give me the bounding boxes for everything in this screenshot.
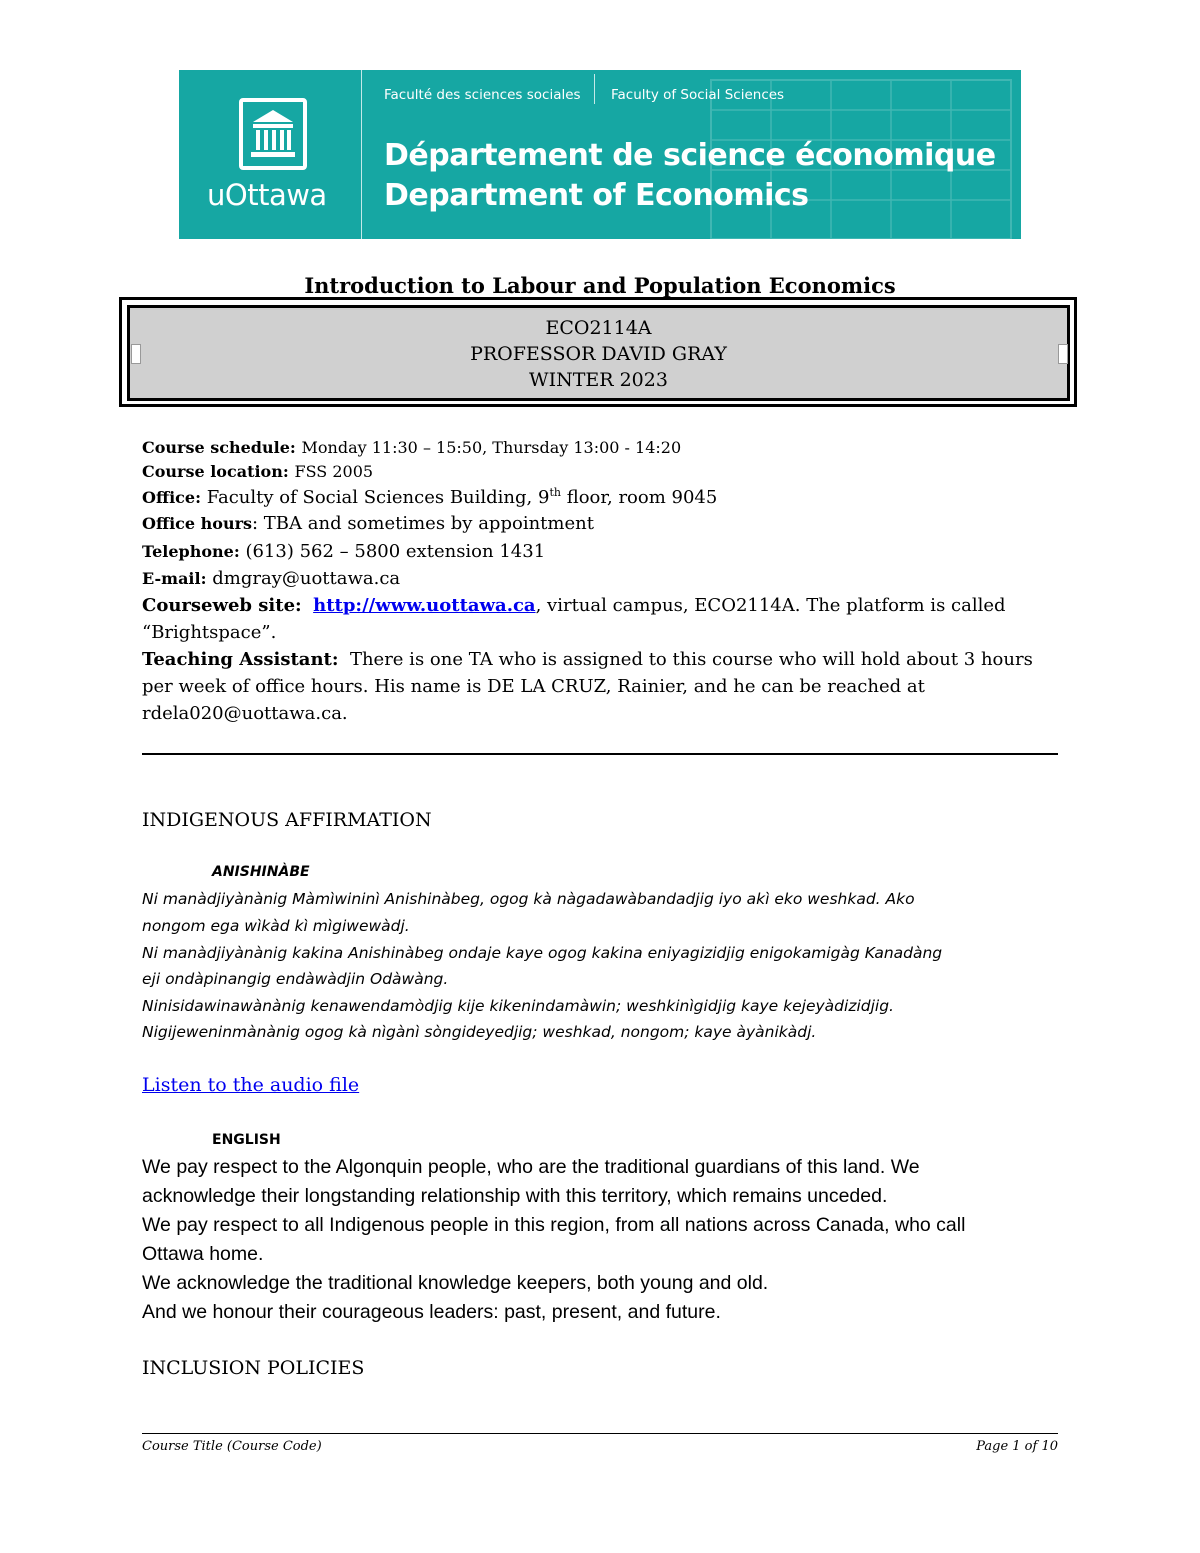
section-divider (142, 753, 1058, 755)
office-sup: th (549, 486, 561, 499)
ta-line-1 (142, 649, 1033, 670)
anishinabe-line: eji ondàpinangig endàwàdjin Odàwàng. (142, 970, 449, 988)
anishinabe-line: Ninisidawinawànànig kenawendamòdjig kije kikenindamàwin; weshkinìgidjig kaye kejeyàdizidjig. (142, 997, 894, 1015)
faculty-divider (594, 74, 595, 104)
office-value: Faculty of Social Sciences Building, 9 (206, 487, 550, 508)
english-line: And we honour their courageous leaders: past, present, and future. (142, 1301, 721, 1323)
schedule-line (142, 437, 681, 458)
anishinabe-line: Ni manàdjiyànànig kakina Anishinàbeg ondaje kaye ogog kakina eniyagizidjig enigokamigàg Kanadàng (142, 944, 943, 962)
uottawa-logo-text: uOttawa (207, 178, 327, 212)
courseweb-line (142, 595, 1006, 616)
ta-line-2: per week of office hours. His name is DE LA CRUZ, Rainier, and he can be reached at (142, 676, 925, 697)
inclusion-policies-heading: INCLUSION POLICIES (142, 1357, 365, 1379)
uottawa-building-icon (239, 98, 307, 170)
department-name-en: Department of Economics (384, 178, 809, 213)
footer-course-title: Course Title (Course Code) (142, 1439, 322, 1454)
ta-text-1: There is one TA who is assigned to this course who will hold about 3 hours (349, 649, 1033, 670)
schedule-label: Course schedule: (142, 438, 296, 457)
office-label: Office: (142, 488, 201, 507)
professor-name: PROFESSOR DAVID GRAY (470, 343, 727, 365)
department-banner (179, 70, 1021, 239)
term: WINTER 2023 (529, 369, 668, 391)
course-code: ECO2114A (545, 317, 652, 339)
office-hours-value: : TBA and sometimes by appointment (252, 513, 594, 534)
email-value: dmgray@uottawa.ca (212, 568, 401, 589)
footer-divider (142, 1433, 1058, 1434)
telephone-value: (613) 562 – 5800 extension 1431 (245, 541, 546, 562)
courseweb-link[interactable]: http://www.uottawa.ca (313, 595, 536, 616)
english-line: acknowledge their longstanding relationship with this territory, which remains unceded. (142, 1185, 888, 1207)
telephone-label: Telephone: (142, 542, 240, 561)
office-hours-label: Office hours (142, 514, 253, 533)
office-value-rest: floor, room 9045 (560, 487, 718, 508)
faculty-name-en: Faculty of Social Sciences (611, 87, 785, 103)
courseweb-rest: , virtual campus, ECO2114A. The platform is called (535, 595, 1006, 616)
footer-page-number: Page 1 of 10 (976, 1439, 1058, 1454)
anishinabe-line: nongom ega wìkàd kì mìgiwewàdj. (142, 917, 410, 935)
ta-line-3: rdela020@uottawa.ca. (142, 703, 348, 724)
anishinabe-heading: ANISHINÀBE (212, 864, 310, 880)
location-label: Course location: (142, 462, 289, 481)
english-line: We pay respect to the Algonquin people, who are the traditional guardians of this land. We (142, 1156, 920, 1178)
faculty-name-fr: Faculté des sciences sociales (384, 87, 581, 103)
course-title: Introduction to Labour and Population Economics (304, 273, 896, 298)
office-hours-line (142, 513, 594, 534)
department-name-fr: Département de science économique (384, 138, 996, 173)
courseweb-label: Courseweb site: (142, 595, 302, 616)
english-heading: ENGLISH (212, 1132, 281, 1148)
indigenous-affirmation-heading: INDIGENOUS AFFIRMATION (142, 809, 432, 831)
email-line (142, 568, 400, 589)
email-label: E-mail: (142, 569, 207, 588)
english-line: We acknowledge the traditional knowledge keepers, both young and old. (142, 1272, 769, 1294)
courseweb-line-2: “Brightspace”. (142, 622, 277, 643)
telephone-line (142, 541, 545, 562)
ta-label: Teaching Assistant: (142, 649, 339, 670)
english-line: Ottawa home. (142, 1243, 264, 1265)
anishinabe-line: Ni manàdjiyànànig Màmìwininì Anishinàbeg, ogog kà nàgadawàbandadjig iyo akì eko weshkad. Ako (142, 890, 915, 908)
location-value: FSS 2005 (294, 462, 374, 481)
english-line: We pay respect to all Indigenous people in this region, from all nations across Canada, who call (142, 1214, 966, 1236)
banner-divider (361, 70, 362, 239)
anishinabe-line: Nigijeweninmànànig ogog kà nìgànì sòngideyedjig; weshkad, nongom; kaye àyànikàdj. (142, 1023, 817, 1041)
location-line (142, 461, 373, 482)
audio-file-link[interactable]: Listen to the audio file (142, 1074, 360, 1096)
schedule-value: Monday 11:30 – 15:50, Thursday 13:00 - 14:20 (301, 438, 682, 457)
office-line (142, 486, 717, 508)
